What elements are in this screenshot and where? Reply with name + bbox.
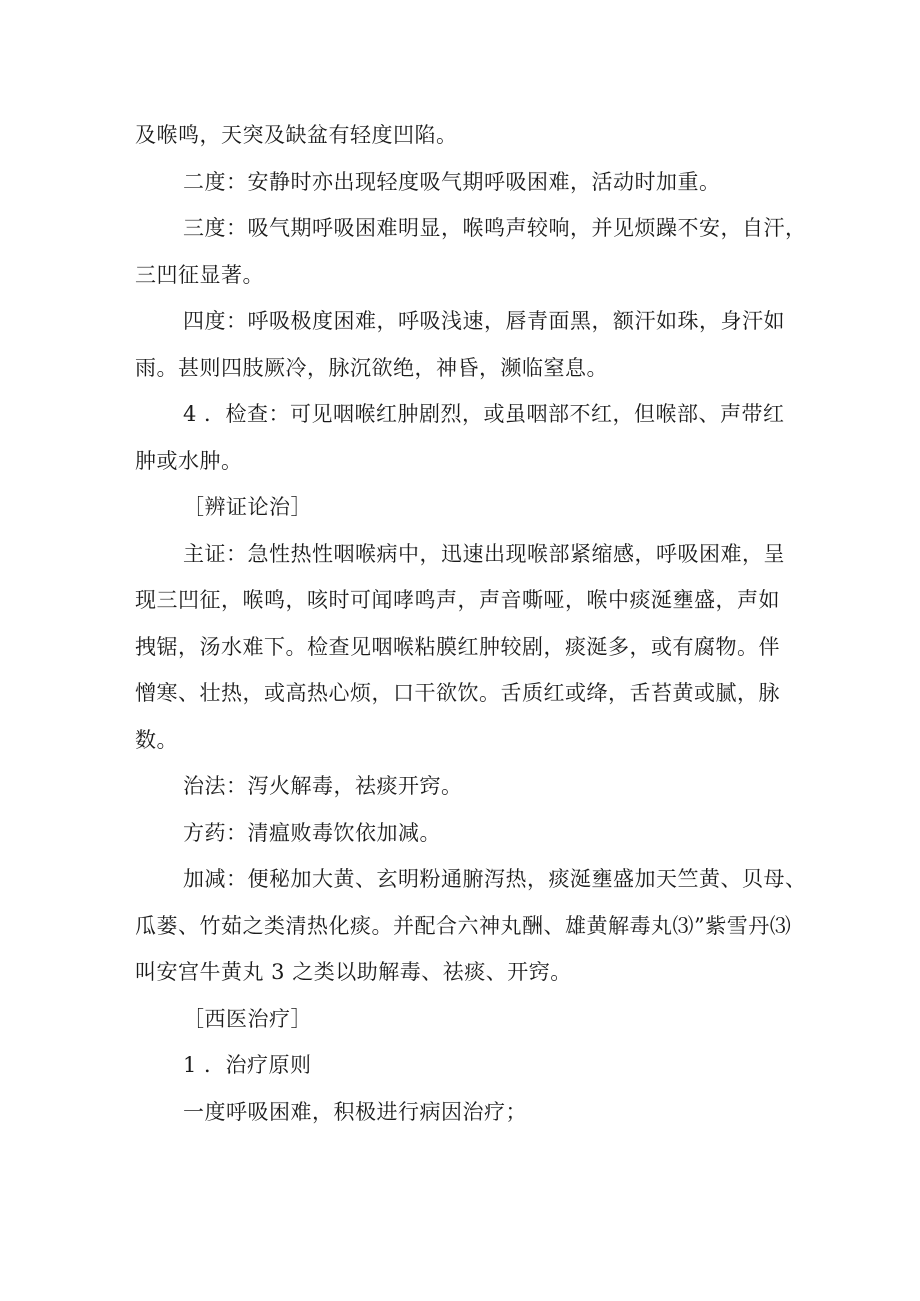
text-line: 治法：泻火解毒，祛痰开窍。	[183, 774, 463, 798]
section-heading: ［西医治疗］	[183, 1006, 312, 1031]
subsection-heading: 1 ．治疗原则	[183, 1053, 312, 1077]
text-line: 加减：便秘加大黄、玄明粉通腑泻热，痰涎壅盛加天竺黄、贝母、	[183, 867, 807, 891]
text-line: 及喉鸣，天突及缺盆有轻度凹陷。	[135, 123, 458, 147]
text-line: 方药：清瘟败毒饮依加减。	[183, 820, 441, 845]
text-line: 主证：急性热性咽喉病中，迅速出现喉部紧缩感，呼吸困难，呈	[183, 541, 785, 566]
text-line: 拽锯，汤水难下。检查见咽喉粘膜红肿较剧，痰涎多，或有腐物。伴	[135, 634, 780, 659]
text-line: 三凹征显著。	[135, 262, 264, 287]
text-line: 肿或水肿。	[135, 448, 243, 473]
text-line: 憎寒、壮热，或高热心烦，口干欲饮。舌质红或绛，舌苔黄或腻，脉	[135, 681, 780, 705]
document-body	[135, 112, 807, 1135]
text-line: 三度：吸气期呼吸困难明显，喉鸣声较响，并见烦躁不安，自汗，	[183, 216, 807, 240]
text-line: 四度：呼吸极度困难，呼吸浅速，唇青面黑，额汗如珠，身汗如	[183, 309, 785, 333]
text-line: 4 ．检查：可见咽喉红肿剧烈，或虽咽部不红，但喉部、声带红	[183, 402, 785, 426]
text-line: 数。	[135, 727, 178, 752]
text-line: 雨。甚则四肢厥冷，脉沉欲绝，神昏，濒临窒息。	[135, 355, 608, 380]
section-heading: ［辨证论治］	[183, 495, 312, 519]
text-line: 叫安宫牛黄丸 3 之类以助解毒、祛痰、开窍。	[135, 960, 572, 984]
text-line: 二度：安静时亦出现轻度吸气期呼吸困难，活动时加重。	[183, 169, 721, 194]
text-line: 一度呼吸困难，积极进行病因治疗；	[183, 1099, 527, 1124]
text-line: 现三凹征，喉鸣，咳时可闻哮鸣声，声音嘶哑，喉中痰涎壅盛，声如	[135, 588, 780, 612]
text-line: 瓜蒌、竹茹之类清热化痰。并配合六神丸酬、雄黄解毒丸⑶”紫雪丹⑶	[135, 913, 792, 938]
